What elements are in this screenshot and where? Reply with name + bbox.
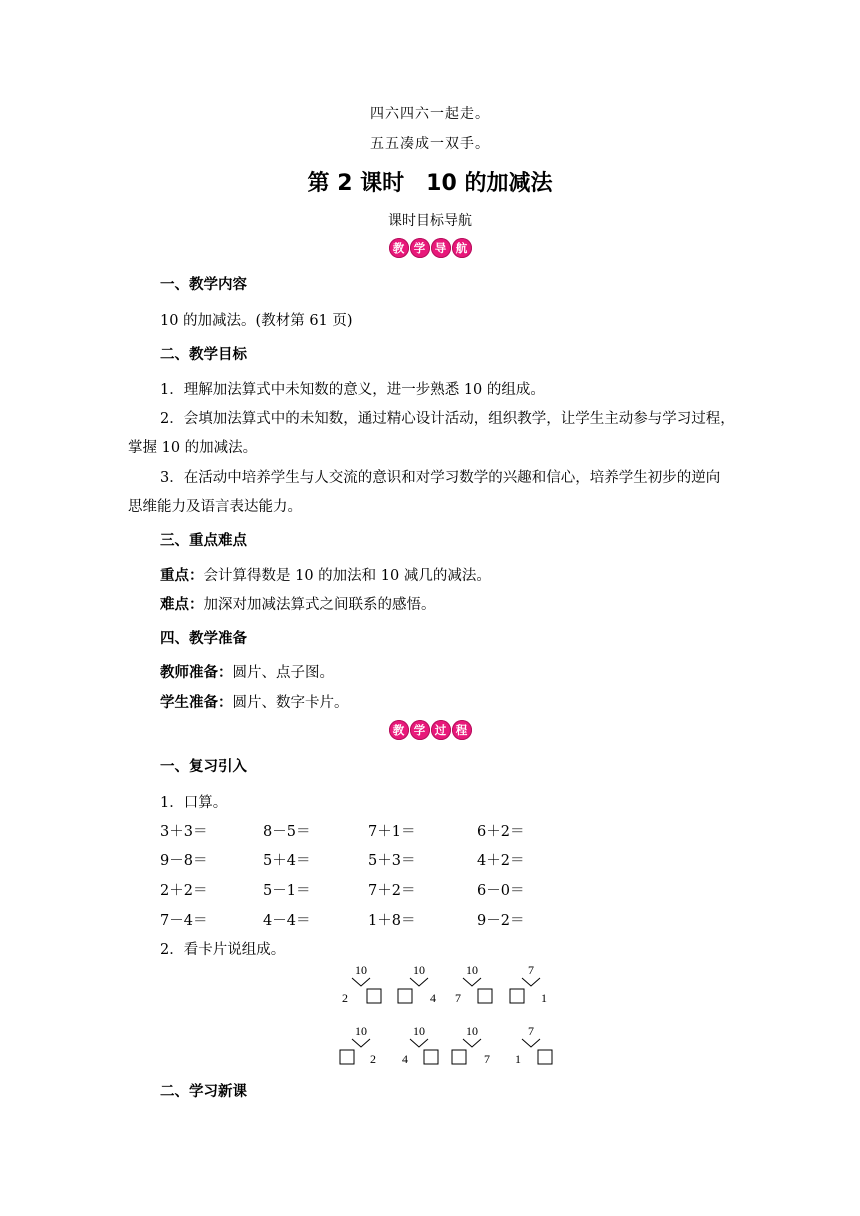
bond-branch [410, 1039, 428, 1047]
question-mental-math: 1．口算。 [160, 795, 228, 811]
section-heading-content: 一、教学内容 [160, 277, 247, 293]
teacher-prep-text: 圆片、点子图。 [232, 665, 334, 681]
blank-box [424, 1050, 438, 1064]
bond-part-right: 7 [484, 1052, 490, 1066]
badge-char: 教 [389, 238, 409, 258]
calc-item: 6＋2＝ [477, 824, 525, 840]
number-bond-card [402, 1024, 438, 1066]
bond-part-left: 1 [515, 1052, 521, 1066]
bond-total: 10 [466, 1024, 478, 1038]
lesson-title: 第 2 课时 10 的加减法 [307, 171, 553, 196]
bond-branch [463, 978, 481, 986]
bond-branch [352, 978, 370, 986]
calc-item: 7＋1＝ [368, 824, 416, 840]
calc-item: 6－0＝ [477, 883, 525, 899]
number-bond-card [452, 1024, 490, 1066]
badge-char: 学 [410, 720, 430, 740]
bond-part-left: 7 [455, 991, 461, 1005]
objective-item: 2．会填加法算式中的未知数，通过精心设计活动，组织教学，让学生主动参与学习过程， [160, 411, 735, 427]
blank-box [452, 1050, 466, 1064]
blank-box [340, 1050, 354, 1064]
number-bond-card [510, 963, 547, 1005]
bond-total: 7 [528, 1024, 534, 1038]
section-heading-preparation: 四、教学准备 [160, 631, 247, 647]
difficulty-label: 难点： [160, 597, 204, 613]
bond-part-left: 2 [342, 991, 348, 1005]
bond-total: 10 [466, 963, 478, 977]
bond-part-right: 4 [430, 991, 436, 1005]
bond-total: 7 [528, 963, 534, 977]
lesson-subtitle: 课时目标导航 [388, 213, 472, 229]
bond-branch [410, 978, 428, 986]
objective-item-continued: 掌握 10 的加减法。 [128, 440, 258, 456]
part-heading-new-lesson: 二、学习新课 [160, 1084, 247, 1100]
calc-item: 2＋2＝ [160, 883, 208, 899]
blank-box [510, 989, 524, 1003]
bond-total: 10 [413, 1024, 425, 1038]
bond-branch [522, 978, 540, 986]
calc-item: 3＋3＝ [160, 824, 208, 840]
part-heading-review: 一、复习引入 [160, 759, 247, 775]
bond-branch [522, 1039, 540, 1047]
teacher-prep-label: 教师准备： [160, 665, 233, 681]
badge-char: 航 [452, 238, 472, 258]
calc-item: 4－4＝ [263, 913, 311, 929]
calc-item: 1＋8＝ [368, 913, 416, 929]
blank-box [398, 989, 412, 1003]
badge-char: 程 [452, 720, 472, 740]
objective-item: 1．理解加法算式中未知数的意义，进一步熟悉 10 的组成。 [160, 382, 545, 398]
difficulty-text: 加深对加减法算式之间联系的感悟。 [203, 597, 436, 613]
bond-total: 10 [355, 1024, 367, 1038]
section-text-content: 10 的加减法。(教材第 61 页) [160, 313, 353, 329]
calc-item: 4＋2＝ [477, 853, 525, 869]
number-bond-card [340, 1024, 376, 1066]
bond-part-left: 4 [402, 1052, 408, 1066]
key-point-label: 重点： [160, 568, 204, 584]
calc-item: 7＋2＝ [368, 883, 416, 899]
calc-item: 7－4＝ [160, 913, 208, 929]
section-heading-objectives: 二、教学目标 [160, 347, 247, 363]
student-prep-label: 学生准备： [160, 695, 233, 711]
bond-branch [352, 1039, 370, 1047]
objective-item: 3．在活动中培养学生与人交流的意识和对学习数学的兴趣和信心，培养学生初步的逆向 [160, 470, 721, 486]
blank-box [367, 989, 381, 1003]
number-bond-card [515, 1024, 552, 1066]
calc-item: 8－5＝ [263, 824, 311, 840]
calc-item: 5＋4＝ [263, 853, 311, 869]
poem-line-2: 五五凑成一双手。 [370, 136, 490, 152]
badge-char: 学 [410, 238, 430, 258]
number-bond-card [398, 963, 436, 1005]
calc-item: 5＋3＝ [368, 853, 416, 869]
number-bond-card [342, 963, 381, 1005]
blank-box [538, 1050, 552, 1064]
calc-item: 9－8＝ [160, 853, 208, 869]
question-number-cards: 2．看卡片说组成。 [160, 942, 286, 958]
badge-char: 教 [389, 720, 409, 740]
badge-char: 过 [431, 720, 451, 740]
bond-total: 10 [355, 963, 367, 977]
number-bond-card [455, 963, 492, 1005]
blank-box [478, 989, 492, 1003]
objective-item-continued: 思维能力及语言表达能力。 [128, 499, 302, 515]
section-heading-keypoints: 三、重点难点 [160, 533, 247, 549]
student-prep-text: 圆片、数字卡片。 [232, 695, 349, 711]
badge-char: 导 [431, 238, 451, 258]
bond-total: 10 [413, 963, 425, 977]
bond-part-right: 2 [370, 1052, 376, 1066]
key-point-text: 会计算得数是 10 的加法和 10 减几的减法。 [203, 568, 491, 584]
calc-item: 5－1＝ [263, 883, 311, 899]
bond-branch [463, 1039, 481, 1047]
calc-item: 9－2＝ [477, 913, 525, 929]
bond-part-right: 1 [541, 991, 547, 1005]
poem-line-1: 四六四六一起走。 [370, 106, 490, 122]
